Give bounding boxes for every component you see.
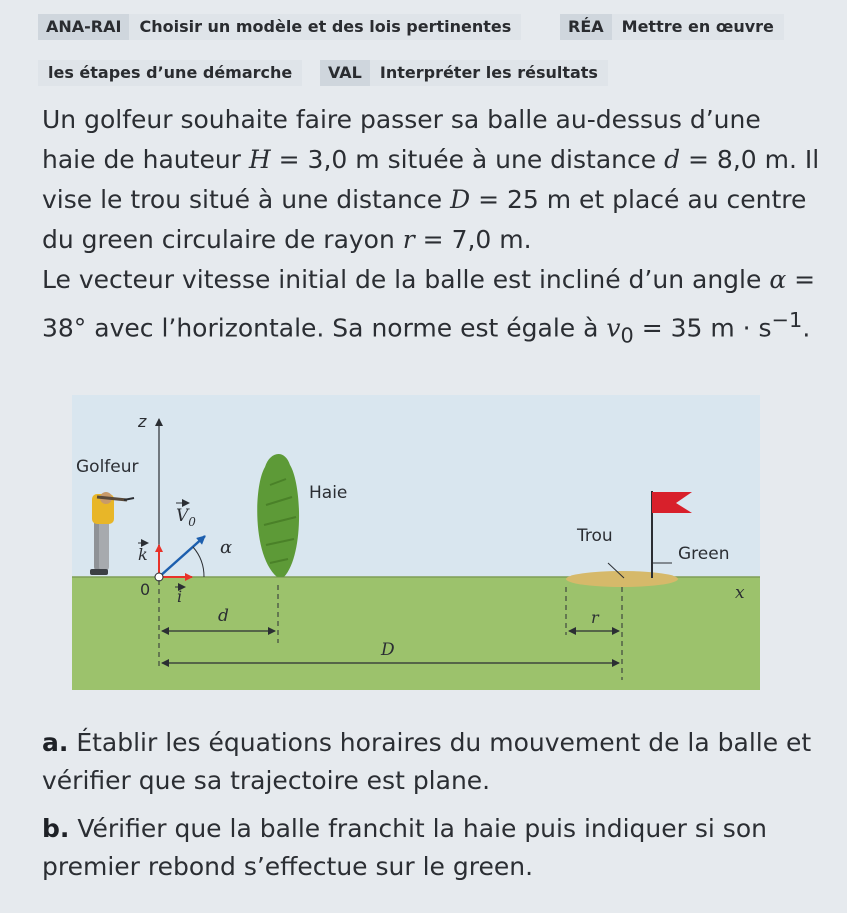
question-a-letter: a. xyxy=(42,728,69,757)
skill-code: RÉA xyxy=(560,14,612,40)
skill-tag-rea xyxy=(560,14,784,40)
statement-paragraph-1: Un golfeur souhaite faire passer sa balle au-dessus d’une haie de hauteur H = 3,0 m située à une distance d = 8,0 m. Il vise le trou situé à une distance D = 25 m et placé au centre du green circulaire de rayon r = 7,0 m. xyxy=(42,105,820,254)
alpha-label: α xyxy=(220,537,233,558)
trou-label: Trou xyxy=(577,526,613,546)
skill-label: Mettre en œuvre xyxy=(612,14,784,40)
D-label: D xyxy=(381,640,395,660)
green-label: Green xyxy=(678,544,730,564)
origin-label: 0 xyxy=(140,580,151,599)
question-a xyxy=(42,724,832,800)
skills-tag-bar xyxy=(38,14,808,96)
x-axis-label: x xyxy=(735,583,745,603)
d-label: d xyxy=(218,606,229,626)
question-b xyxy=(42,810,832,886)
skill-tag-val xyxy=(320,60,608,86)
haie-label: Haie xyxy=(309,483,348,503)
v0-label: $V_0$ xyxy=(176,506,196,529)
z-axis-label: z xyxy=(138,412,147,431)
question-a-text: Établir les équations horaires du mouvement de la balle et vérifier que sa trajectoire est plane. xyxy=(42,728,812,795)
question-b-text: Vérifier que la balle franchit la haie puis indiquer si son premier rebond s’effectue sur le green. xyxy=(42,814,767,881)
golf-diagram xyxy=(72,395,760,690)
skill-tag-etapes xyxy=(38,60,302,86)
skill-code: VAL xyxy=(320,60,370,86)
problem-statement xyxy=(42,100,822,355)
statement-paragraph-2: Le vecteur vitesse initial de la balle est incliné d’un angle α = 38° avec l’horizontale. Sa norme est égale à $v_0 = 35$ $m \cdot s^{-1}$. xyxy=(42,265,816,348)
question-b-letter: b. xyxy=(42,814,70,843)
questions xyxy=(42,724,832,896)
skill-label: Choisir un modèle et des lois pertinentes xyxy=(129,14,521,40)
golf-diagram-svg xyxy=(72,395,760,690)
sky-background xyxy=(72,395,760,577)
r-label: r xyxy=(591,608,599,627)
ground xyxy=(72,577,760,690)
i-label: i xyxy=(177,587,183,606)
skill-label: Interpréter les résultats xyxy=(370,60,608,86)
golfeur-label: Golfeur xyxy=(76,457,139,477)
skill-tag-ana-rai xyxy=(38,14,521,40)
green-patch xyxy=(566,571,678,587)
ball xyxy=(155,573,163,581)
skill-code: ANA-RAI xyxy=(38,14,129,40)
k-label: k xyxy=(138,545,148,564)
skill-label: les étapes d’une démarche xyxy=(38,60,302,86)
